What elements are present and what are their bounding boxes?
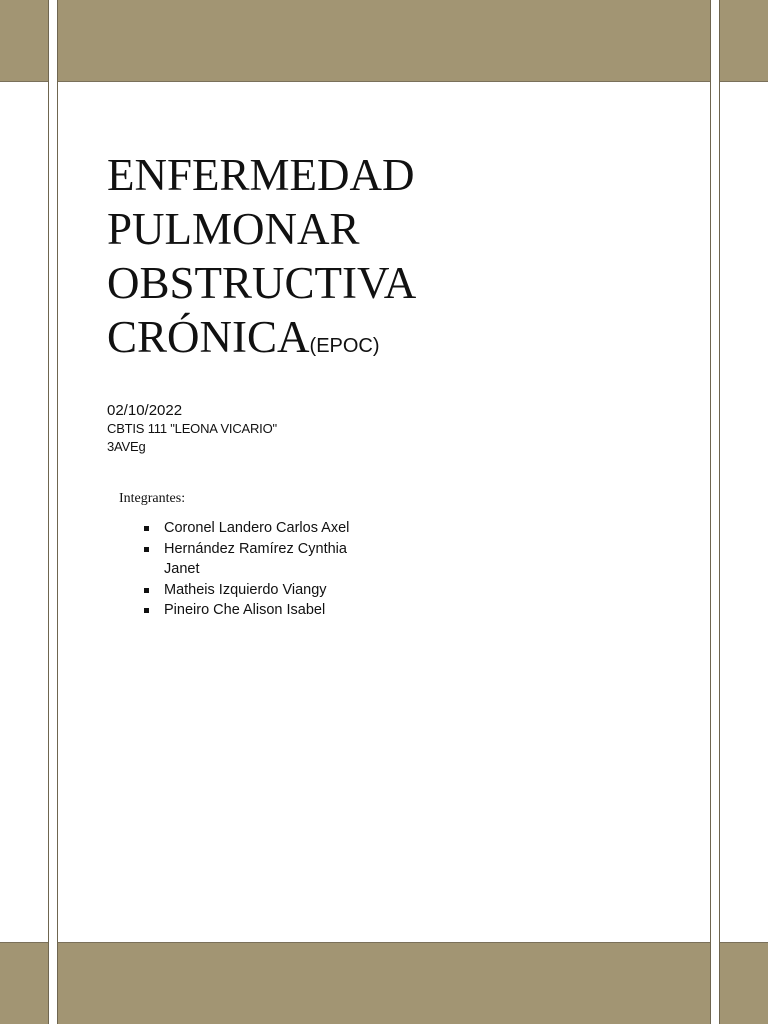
square-bullet-icon (144, 547, 149, 552)
members-label: Integrantes: (119, 491, 186, 506)
title-line: ENFERMEDAD (107, 150, 415, 200)
title-abbreviation: (EPOC) (309, 335, 380, 357)
document-title (107, 148, 416, 373)
top-decorative-band (0, 0, 48, 82)
member-name: Matheis Izquierdo Viangy (164, 581, 327, 598)
list-item (141, 518, 381, 539)
square-bullet-icon (144, 588, 149, 593)
bottom-decorative-band (0, 942, 48, 1024)
title-line: OBSTRUCTIVA (107, 258, 417, 308)
document-meta (107, 402, 277, 456)
title-line-text: CRÓNICA (107, 312, 310, 362)
school-name: CBTIS 111 "LEONA VICARIO" (107, 421, 277, 436)
adjacent-page-left (0, 0, 49, 1024)
top-decorative-band (58, 0, 710, 82)
title-line-last (107, 310, 416, 373)
document-date: 02/10/2022 (107, 402, 183, 419)
square-bullet-icon (144, 526, 149, 531)
list-item (141, 600, 381, 621)
bottom-decorative-band (720, 942, 768, 1024)
list-item (141, 580, 381, 601)
top-decorative-band (720, 0, 768, 82)
square-bullet-icon (144, 608, 149, 613)
member-name: Coronel Landero Carlos Axel (164, 520, 350, 536)
bottom-decorative-band (58, 942, 710, 1024)
adjacent-page-right (719, 0, 768, 1024)
list-item (141, 539, 381, 580)
group-name: 3AVEg (107, 439, 146, 454)
members-list (141, 518, 381, 621)
title-line: PULMONAR (107, 204, 360, 254)
member-name: Pineiro Che Alison Isabel (164, 602, 326, 618)
member-name: Hernández Ramírez Cynthia Janet (164, 540, 347, 577)
